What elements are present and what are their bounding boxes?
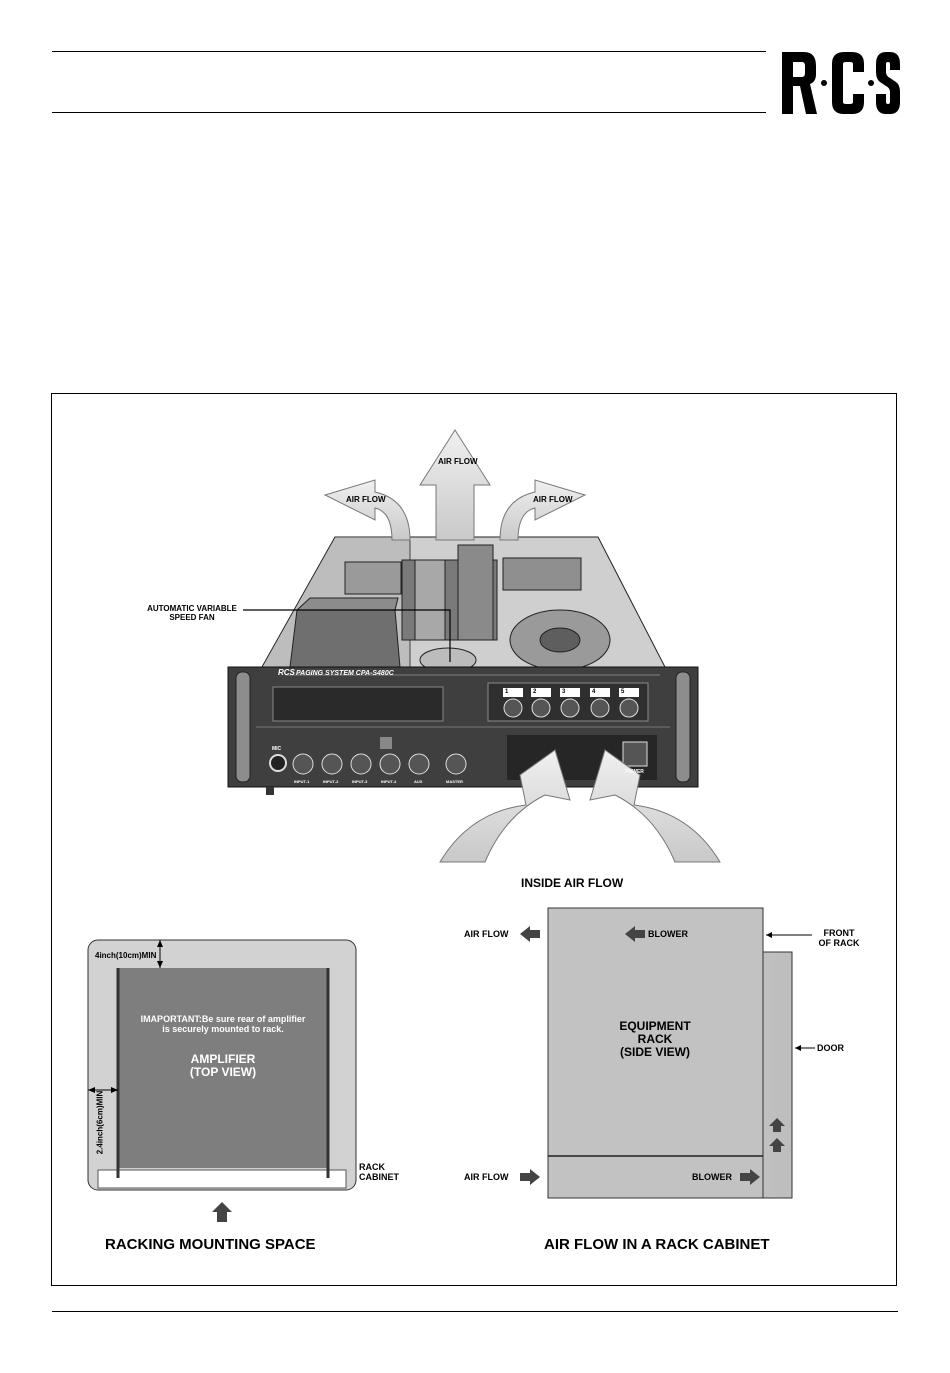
power-label: POWER — [625, 769, 644, 775]
front-line1: FRONT — [823, 928, 855, 938]
door-label: DOOR — [817, 1043, 844, 1053]
inside-air-flow-caption: INSIDE AIR FLOW — [521, 876, 624, 890]
amplifier-chassis — [243, 537, 665, 672]
front-of-rack-label — [814, 928, 864, 948]
front-line2: OF RACK — [818, 938, 860, 948]
racking-mounting-caption: RACKING MOUNTING SPACE — [105, 1236, 316, 1253]
amp-line2: (TOP VIEW) — [189, 1065, 257, 1079]
rack-mount-diagram — [88, 940, 356, 1222]
air-flow-out-label: AIR FLOW — [464, 929, 509, 939]
air-flow-label-left: AIR FLOW — [346, 495, 386, 504]
input-label: INPUT-2 — [323, 779, 339, 784]
important-note — [118, 1014, 328, 1034]
air-flow-label-top: AIR FLOW — [438, 457, 478, 466]
input-label: MASTER — [446, 779, 463, 784]
exhaust-arrows — [325, 430, 585, 540]
side-gap-label: 2.4inch(6cm)MIN — [95, 1090, 105, 1155]
fan-label-line2: SPEED FAN — [169, 613, 215, 622]
cabinet-line1: RACK — [359, 1162, 385, 1172]
zone-number: 3 — [560, 688, 580, 697]
zone-number: 2 — [531, 688, 551, 697]
rack-line2: RACK — [637, 1032, 673, 1046]
panel-model: PAGING SYSTEM CPA-S480C — [296, 670, 394, 677]
top-gap-label: 4inch(10cm)MIN — [95, 951, 157, 960]
blower-top-label: BLOWER — [648, 929, 688, 939]
amp-line1: AMPLIFIER — [190, 1052, 256, 1066]
rack-cabinet-label — [359, 1162, 399, 1182]
important-line2: is securely mounted to rack. — [162, 1024, 284, 1034]
important-line1: IMAPORTANT:Be sure rear of amplifier — [140, 1014, 306, 1024]
air-flow-in-label: AIR FLOW — [464, 1172, 509, 1182]
mic-label: MIC — [272, 746, 282, 752]
rack-line3: (SIDE VIEW) — [619, 1045, 690, 1059]
zone-number: 4 — [590, 688, 610, 697]
panel-brand: RCS — [278, 668, 295, 677]
zone-number: 5 — [619, 688, 639, 697]
input-label: INPUT-3 — [352, 779, 368, 784]
blower-bottom-label: BLOWER — [692, 1172, 732, 1182]
air-flow-rack-caption: AIR FLOW IN A RACK CABINET — [544, 1236, 770, 1253]
input-label: AUX — [414, 779, 423, 784]
cabinet-line2: CABINET — [359, 1172, 399, 1182]
input-label: INPUT-1 — [294, 779, 310, 784]
amplifier-top-view — [118, 1053, 328, 1079]
equipment-rack-label — [595, 1020, 715, 1059]
zone-number: 1 — [503, 688, 523, 697]
fan-label — [142, 604, 242, 622]
rack-line1: EQUIPMENT — [619, 1019, 691, 1033]
input-label: INPUT-4 — [381, 779, 397, 784]
fan-label-line1: AUTOMATIC VARIABLE — [147, 604, 237, 613]
air-flow-label-right: AIR FLOW — [533, 495, 573, 504]
